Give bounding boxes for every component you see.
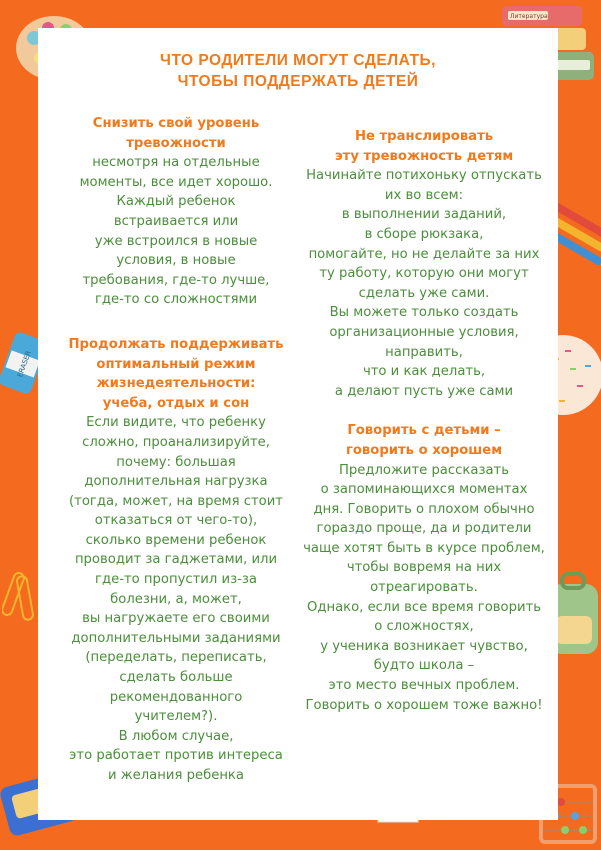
section-heading: оптимальный режим <box>96 356 256 372</box>
section-text-line: отреагировать. <box>370 580 478 596</box>
section-text-line: в сборе рюкзака, <box>364 226 484 242</box>
section-gap <box>293 401 555 421</box>
section-text-line: несмотря на отдельные <box>92 155 260 171</box>
section-text-line: Каждый ребенок <box>116 194 236 210</box>
section-text-line: организационные условия, <box>329 324 519 340</box>
section-text-line: (тогда, может, на время стоит <box>69 493 283 509</box>
section-text-line: сколько времени ребенок <box>85 532 267 548</box>
section-text-line: В любом случае, <box>118 728 234 744</box>
section-heading: Не транслировать <box>354 129 494 144</box>
section-text-line: это место вечных проблем. <box>328 678 520 694</box>
advice-section <box>56 335 296 786</box>
section-text-line: ту работу, которую они могут <box>319 266 529 282</box>
section-text-line: Если видите, что ребенку <box>86 415 266 431</box>
section-text-line: их во всем: <box>384 187 464 203</box>
section-text-line: чтобы вовремя на них <box>346 560 502 576</box>
page-title <box>38 50 558 92</box>
section-text-line: почему: большая <box>116 454 236 470</box>
section-text-line: Начинайте потихоньку отпускать <box>306 168 542 184</box>
title-line: ЧТОБЫ ПОДДЕРЖАТЬ ДЕТЕЙ <box>177 73 419 90</box>
section-text-line: сделать больше <box>119 670 233 686</box>
section-text-line: чаще хотят быть в курсе проблем, <box>303 540 545 556</box>
section-text-line: где-то со сложностями <box>94 292 258 308</box>
right-column <box>293 127 555 715</box>
section-text-line: (переделать, переписать, <box>85 650 267 666</box>
advice-section <box>293 127 555 401</box>
section-text-line: Предложите рассказать <box>338 462 509 478</box>
section-text-line: Вы можете только создать <box>329 305 519 321</box>
section-text-line: и желания ребенка <box>108 768 244 783</box>
section-heading: эту тревожность детям <box>334 148 514 164</box>
section-text-line: проводит за гаджетами, или <box>74 552 278 568</box>
section-text-line: Однако, если все время говорить <box>306 599 542 615</box>
book-label-1: Литература <box>510 13 548 20</box>
section-text-line: направить, <box>385 344 463 360</box>
advice-section <box>293 421 555 715</box>
section-text-line: о запоминающихся моментах <box>320 482 528 498</box>
content-card <box>38 28 558 820</box>
section-text-line: помогайте, но не делайте за них <box>308 246 540 262</box>
paperclips-icon <box>2 568 42 628</box>
section-text-line: о сложностях, <box>374 619 474 635</box>
section-text-line: дополнительная нагрузка <box>84 474 268 490</box>
left-column <box>56 114 296 786</box>
section-text-line: дополнительными заданиями <box>71 630 281 646</box>
section-text-line: гораздо проще, да и родители <box>316 521 532 537</box>
section-text-line: будто школа – <box>373 658 475 674</box>
section-text-line: вы нагружаете его своими <box>82 611 270 627</box>
section-heading: учеба, отдых и сон <box>102 395 250 411</box>
section-text-line: учителем?). <box>134 709 218 725</box>
section-text-line: отказаться от чего-то), <box>94 513 258 529</box>
section-text-line: это работает против интереса <box>69 748 283 764</box>
section-text-line: болезни, а, может, <box>110 591 242 607</box>
section-text-line: у ученика возникает чувство, <box>320 638 528 654</box>
section-text-line: дня. Говорить о плохом обычно <box>313 501 535 517</box>
section-text-line: сложно, проанализируйте, <box>82 434 270 450</box>
section-heading: Говорить с детьми – <box>347 423 501 439</box>
section-text-line: требования, где-то лучше, <box>82 272 270 288</box>
section-text-line: сделать уже сами. <box>358 285 490 301</box>
section-text-line: рекомендованного <box>109 689 243 705</box>
section-text-line: моменты, все идет хорошо. <box>79 174 273 190</box>
section-heading: Продолжать поддерживать <box>68 336 284 352</box>
advice-section <box>56 114 296 310</box>
section-text-line: условия, в новые <box>116 253 236 269</box>
section-heading: жизнедеятельности: <box>96 376 256 392</box>
section-text-line: уже встроился в новые <box>94 233 258 249</box>
section-text-line: а делают пусть уже сами <box>334 383 514 399</box>
section-text-line: где-то пропустил из-за <box>95 572 257 588</box>
section-heading: Снизить свой уровень <box>92 116 260 131</box>
section-heading: говорить о хорошем <box>345 442 503 458</box>
section-text-line: что и как делать, <box>362 364 486 380</box>
section-text-line: в выполнении заданий, <box>341 207 507 223</box>
section-heading: тревожности <box>126 135 226 151</box>
section-gap <box>56 310 296 335</box>
eraser-label: ERASER <box>16 349 33 379</box>
section-text-line: Говорить о хорошем тоже важно! <box>305 697 543 713</box>
title-line: ЧТО РОДИТЕЛИ МОГУТ СДЕЛАТЬ, <box>160 52 436 69</box>
section-text-line: встраивается или <box>113 213 239 229</box>
